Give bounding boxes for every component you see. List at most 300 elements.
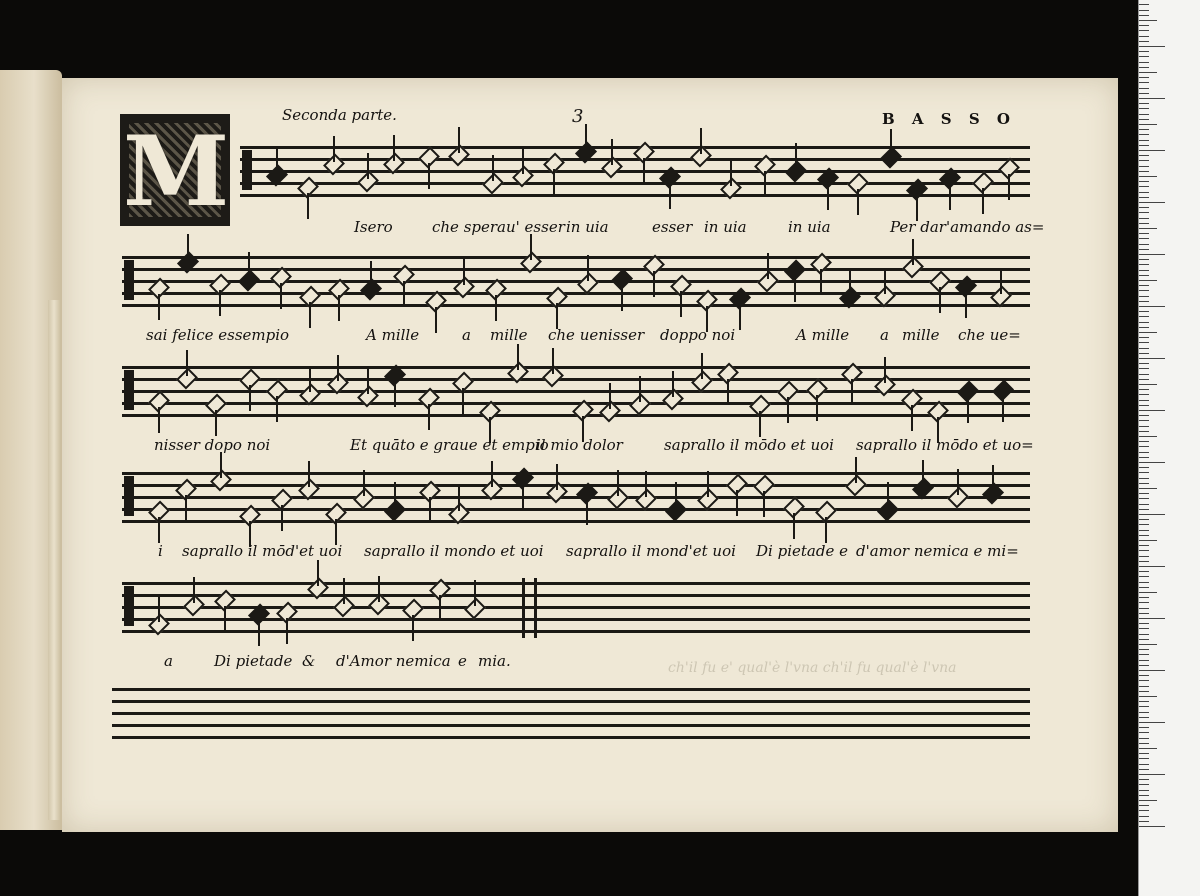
lyric-syllable: Per dar'amando as= [890, 218, 1045, 236]
ruler-tick [1139, 592, 1157, 593]
staff-line [112, 700, 1030, 703]
note-stem [949, 184, 951, 210]
staff-line [112, 688, 1030, 691]
note-stem [281, 505, 283, 531]
note-stem [522, 484, 524, 510]
ruler-tick [1139, 790, 1149, 791]
note-stem [727, 379, 729, 405]
ruler-tick [1139, 810, 1149, 811]
lyric-syllable: a [164, 652, 173, 670]
ruler-tick [1139, 576, 1149, 577]
ruler-tick [1139, 228, 1157, 229]
note-stem [158, 596, 160, 622]
ruler-tick [1139, 280, 1157, 281]
ruler-tick [1139, 249, 1149, 250]
ruler-tick [1139, 207, 1149, 208]
measurement-ruler [1138, 0, 1200, 896]
ruler-tick [1139, 426, 1149, 427]
staff-line [122, 520, 1030, 523]
ruler-tick [1139, 384, 1157, 385]
staff-line [240, 170, 1030, 173]
clef-icon [124, 476, 134, 516]
final-barline [534, 578, 537, 638]
ruler-tick [1139, 400, 1149, 401]
staff [240, 146, 1030, 202]
staff-line [240, 158, 1030, 161]
note-stem [370, 261, 372, 287]
note-stem [317, 560, 319, 586]
note-stem [643, 158, 645, 184]
ruler-tick [1139, 717, 1149, 718]
lyric-syllable: nisser dopo noi [154, 436, 271, 454]
ruler-tick [1139, 202, 1165, 203]
ruler-tick [1139, 41, 1149, 42]
ruler-tick [1139, 608, 1149, 609]
note-stem [185, 495, 187, 521]
lyric-syllable: Di pietade e [756, 542, 848, 560]
note-stem [827, 184, 829, 210]
ruler-tick [1139, 722, 1165, 723]
ruler-tick [1139, 197, 1149, 198]
ruler-tick [1139, 10, 1149, 11]
note-stem [220, 452, 222, 478]
ruler-tick [1139, 488, 1157, 489]
staff-line [122, 256, 1030, 259]
ruler-tick [1139, 337, 1149, 338]
ruler-tick [1139, 25, 1149, 26]
note-stem [309, 366, 311, 392]
note-stem [186, 350, 188, 376]
lyric-syllable: doppo noi [660, 326, 736, 344]
note-stem [215, 410, 217, 436]
ruler-tick [1139, 88, 1149, 89]
ruler-tick [1139, 680, 1149, 681]
note-stem [248, 252, 250, 278]
lyric-syllable: mille [490, 326, 528, 344]
ruler-tick [1139, 618, 1165, 619]
lyric-syllable: saprallo il mōd'et uoi [182, 542, 343, 560]
ruler-tick [1139, 171, 1149, 172]
staff-line [112, 736, 1030, 739]
ruler-tick [1139, 452, 1149, 453]
note-stem [982, 188, 984, 214]
note-stem [736, 490, 738, 516]
ruler-tick [1139, 129, 1149, 130]
ruler-tick [1139, 223, 1149, 224]
note-stem [851, 379, 853, 405]
note-stem [474, 580, 476, 606]
ruler-tick [1139, 816, 1149, 817]
lyric-syllable: in uia [704, 218, 747, 236]
ruler-tick [1139, 394, 1149, 395]
ruler-tick [1139, 410, 1165, 411]
ruler-tick [1139, 764, 1149, 765]
staff-line [122, 594, 1030, 597]
note-stem [587, 255, 589, 281]
ruler-tick [1139, 379, 1149, 380]
note-stem [307, 193, 309, 219]
note-stem [428, 163, 430, 189]
staff-line [122, 496, 1030, 499]
ruler-tick [1139, 160, 1149, 161]
note-stem [759, 411, 761, 437]
ruler-tick [1139, 795, 1149, 796]
note-stem [224, 606, 226, 632]
lyric-syllable: A mille [366, 326, 420, 344]
ruler-tick [1139, 732, 1149, 733]
note-stem [884, 357, 886, 383]
note-stem [462, 388, 464, 414]
note-stem [855, 457, 857, 483]
page-number: 3 [572, 106, 584, 127]
note-stem [887, 482, 889, 508]
note-stem [617, 470, 619, 496]
clef-icon [124, 370, 134, 410]
ruler-tick [1139, 634, 1149, 635]
voice-label: B A S S O [882, 110, 1016, 128]
ruler-tick [1139, 743, 1149, 744]
ruler-tick [1139, 821, 1149, 822]
ruler-tick [1139, 389, 1149, 390]
note-stem [730, 160, 732, 186]
note-stem [816, 395, 818, 421]
ruler-tick [1139, 540, 1157, 541]
lyric-syllable: & [302, 652, 316, 670]
note-stem [820, 269, 822, 295]
lyric-syllable: a [880, 326, 889, 344]
ruler-tick [1139, 20, 1157, 21]
ruler-tick [1139, 72, 1157, 73]
note-stem [337, 355, 339, 381]
bleed-through-text: ch'il fu e' qual'è l'vna ch'il fu qual'è l'vna [668, 660, 957, 676]
note-stem [249, 385, 251, 411]
ruler-tick [1139, 561, 1149, 562]
staff [122, 472, 1030, 528]
ruler-tick [1139, 67, 1149, 68]
clef-icon [242, 150, 252, 190]
ruler-tick [1139, 660, 1149, 661]
note-stem [435, 307, 437, 333]
note-stem [338, 295, 340, 321]
ruler-tick [1139, 706, 1149, 707]
note-stem [680, 291, 682, 317]
note-stem [965, 292, 967, 318]
ruler-tick [1139, 478, 1149, 479]
note-stem [922, 460, 924, 486]
note-stem [621, 285, 623, 311]
note-stem [1008, 174, 1010, 200]
ruler-tick [1139, 4, 1149, 5]
ruler-tick [1139, 353, 1149, 354]
ruler-tick [1139, 301, 1149, 302]
ruler-tick [1139, 15, 1149, 16]
ruler-tick [1139, 696, 1157, 697]
ruler-tick [1139, 493, 1149, 494]
ruler-tick [1139, 675, 1149, 676]
ruler-tick [1139, 587, 1149, 588]
note-stem [333, 136, 335, 162]
ruler-tick [1139, 420, 1149, 421]
ruler-tick [1139, 119, 1149, 120]
ruler-tick [1139, 254, 1165, 255]
staff [112, 688, 1030, 744]
ruler-tick [1139, 436, 1157, 437]
clef-icon [124, 586, 134, 626]
staff-line [122, 472, 1030, 475]
ruler-tick [1139, 665, 1149, 666]
lyric-syllable: in uia [566, 218, 609, 236]
note-stem [992, 465, 994, 491]
note-stem [795, 143, 797, 169]
lyric-syllable: A mille [796, 326, 850, 344]
ruler-tick [1139, 483, 1149, 484]
note-stem [343, 578, 345, 604]
lyric-syllable: saprallo il mond'et uoi [566, 542, 736, 560]
ruler-tick [1139, 800, 1157, 801]
note-stem [609, 383, 611, 409]
ruler-tick [1139, 566, 1165, 567]
ruler-tick [1139, 431, 1149, 432]
ruler-tick [1139, 342, 1149, 343]
note-stem [158, 517, 160, 543]
ruler-tick [1139, 467, 1149, 468]
staff-line [122, 268, 1030, 271]
ruler-tick [1139, 441, 1149, 442]
ruler-tick [1139, 472, 1149, 473]
ruler-tick [1139, 738, 1149, 739]
ruler-tick [1139, 670, 1165, 671]
note-stem [363, 470, 365, 496]
ruler-tick [1139, 98, 1165, 99]
ruler-tick [1139, 30, 1149, 31]
ruler-tick [1139, 275, 1149, 276]
ruler-tick [1139, 691, 1149, 692]
ruler-tick [1139, 358, 1165, 359]
ruler-tick [1139, 134, 1149, 135]
ruler-tick [1139, 306, 1165, 307]
note-stem [967, 397, 969, 423]
note-stem [890, 129, 892, 155]
lyric-syllable: esser [652, 218, 693, 236]
ruler-tick [1139, 348, 1149, 349]
lyric-syllable: in uia [788, 218, 831, 236]
ruler-tick [1139, 103, 1149, 104]
ruler-tick [1139, 56, 1149, 57]
note-stem [639, 376, 641, 402]
clef-icon [124, 260, 134, 300]
note-stem [957, 469, 959, 495]
ruler-tick [1139, 758, 1149, 759]
note-stem [701, 353, 703, 379]
note-stem [1002, 396, 1004, 422]
ruler-tick [1139, 628, 1149, 629]
ruler-tick [1139, 244, 1149, 245]
note-stem [585, 124, 587, 150]
ruler-tick [1139, 519, 1149, 520]
lyric-syllable: d'amor nemica e mi= [856, 542, 1019, 560]
staff [122, 582, 1030, 638]
ruler-tick [1139, 238, 1149, 239]
ruler-tick [1139, 535, 1149, 536]
note-stem [556, 464, 558, 490]
binding-gutter [48, 300, 60, 820]
note-stem [517, 344, 519, 370]
ruler-tick [1139, 176, 1157, 177]
ruler-tick [1139, 524, 1149, 525]
lyric-syllable: mia. [478, 652, 511, 670]
staff-line [122, 304, 1030, 307]
ruler-tick [1139, 82, 1149, 83]
ruler-tick [1139, 270, 1149, 271]
ruler-tick [1139, 446, 1149, 447]
note-stem [276, 396, 278, 422]
ruler-tick [1139, 327, 1149, 328]
ruler-tick [1139, 597, 1149, 598]
note-stem [849, 269, 851, 295]
note-stem [403, 281, 405, 307]
ruler-tick [1139, 114, 1149, 115]
ruler-tick [1139, 784, 1149, 785]
ruler-tick [1139, 686, 1149, 687]
lyric-syllable: saprallo il mōdo et uo= [856, 436, 1034, 454]
note-stem [158, 294, 160, 320]
note-stem [280, 283, 282, 309]
note-stem [393, 135, 395, 161]
note-stem [675, 482, 677, 508]
ruler-tick [1139, 108, 1149, 109]
lyric-syllable: Di pietade [214, 652, 293, 670]
note-stem [309, 302, 311, 328]
note-stem [286, 618, 288, 644]
ruler-tick [1139, 779, 1149, 780]
note-stem [439, 595, 441, 621]
note-stem [367, 153, 369, 179]
staff [122, 366, 1030, 422]
ruler-tick [1139, 311, 1149, 312]
ruler-tick [1139, 602, 1149, 603]
ruler-tick [1139, 550, 1149, 551]
ruler-tick [1139, 556, 1149, 557]
ruler-tick [1139, 212, 1149, 213]
note-stem [767, 253, 769, 279]
ruler-tick [1139, 415, 1149, 416]
ruler-tick [1139, 145, 1149, 146]
staff-line [122, 402, 1030, 405]
ruler-tick [1139, 623, 1149, 624]
ruler-tick [1139, 77, 1149, 78]
note-stem [187, 234, 189, 260]
lyric-syllable: Isero [354, 218, 393, 236]
staff-line [122, 484, 1030, 487]
lyric-syllable: saprallo il mōdo et uoi [664, 436, 834, 454]
note-stem [458, 485, 460, 511]
note-stem [672, 371, 674, 397]
note-stem [463, 259, 465, 285]
ruler-tick [1139, 186, 1149, 187]
note-stem [367, 368, 369, 394]
ruler-tick [1139, 712, 1149, 713]
final-barline [522, 578, 525, 638]
note-stem [552, 348, 554, 374]
lyric-syllable: i [158, 542, 163, 560]
ruler-tick [1139, 644, 1157, 645]
ruler-tick [1139, 405, 1149, 406]
lyric-syllable: che uenisser [548, 326, 645, 344]
decorated-initial [120, 114, 230, 226]
ruler-tick [1139, 774, 1165, 775]
note-stem [378, 576, 380, 602]
note-stem [611, 139, 613, 165]
initial-letter: M [123, 115, 230, 228]
ruler-tick [1139, 332, 1157, 333]
staff-line [240, 146, 1030, 149]
lyric-syllable: che ue= [958, 326, 1021, 344]
note-stem [764, 171, 766, 197]
note-stem [794, 276, 796, 302]
lyric-syllable: e [458, 652, 467, 670]
lyric-syllable: il mio dolor [536, 436, 623, 454]
ruler-tick [1139, 753, 1149, 754]
ruler-tick [1139, 805, 1149, 806]
lyric-syllable: mille [902, 326, 940, 344]
ruler-tick [1139, 218, 1149, 219]
ruler-tick [1139, 36, 1149, 37]
ruler-tick [1139, 582, 1149, 583]
note-stem [492, 155, 494, 181]
note-stem [707, 471, 709, 497]
ruler-tick [1139, 545, 1149, 546]
note-stem [787, 397, 789, 423]
note-stem [653, 271, 655, 297]
ruler-tick [1139, 701, 1149, 702]
ruler-tick [1139, 826, 1165, 827]
staff-line [122, 582, 1030, 585]
ruler-tick [1139, 259, 1149, 260]
ruler-tick [1139, 62, 1149, 63]
ruler-tick [1139, 155, 1149, 156]
note-stem [394, 381, 396, 407]
ruler-tick [1139, 316, 1149, 317]
note-stem [308, 461, 310, 487]
ruler-tick [1139, 509, 1149, 510]
ruler-tick [1139, 46, 1165, 47]
ruler-tick [1139, 571, 1149, 572]
note-stem [158, 407, 160, 433]
ruler-tick [1139, 93, 1149, 94]
note-stem [276, 147, 278, 173]
note-stem [763, 491, 765, 517]
ruler-tick [1139, 457, 1149, 458]
ruler-tick [1139, 363, 1149, 364]
note-stem [700, 128, 702, 154]
note-stem [530, 234, 532, 260]
note-stem [669, 183, 671, 209]
note-stem [394, 482, 396, 508]
ruler-tick [1139, 368, 1149, 369]
ruler-tick [1139, 166, 1149, 167]
note-stem [825, 517, 827, 543]
ruler-tick [1139, 748, 1157, 749]
lyric-syllable: a [462, 326, 471, 344]
note-stem [428, 404, 430, 430]
note-stem [458, 127, 460, 153]
note-stem [553, 169, 555, 195]
ruler-tick [1139, 285, 1149, 286]
ruler-tick [1139, 150, 1165, 151]
ruler-tick [1139, 613, 1149, 614]
note-stem [857, 189, 859, 215]
ruler-tick [1139, 727, 1149, 728]
